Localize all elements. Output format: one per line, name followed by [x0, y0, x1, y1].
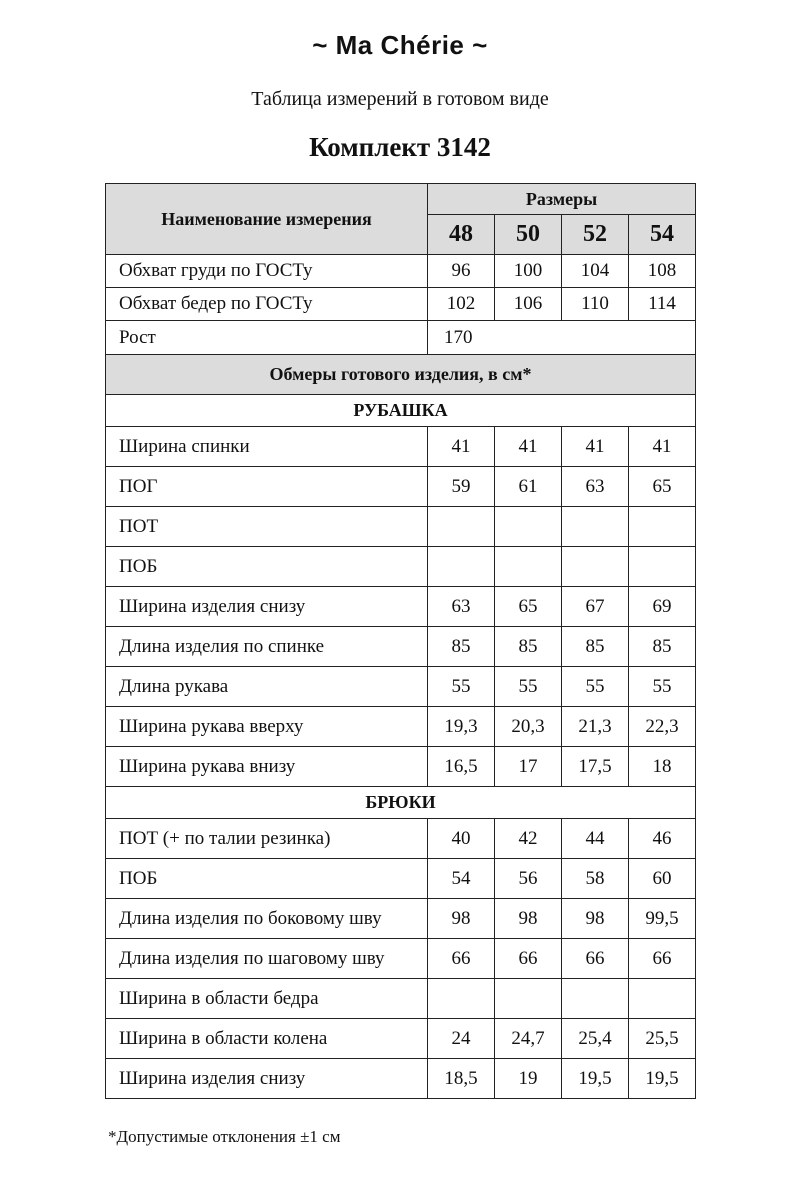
row-label: Длина изделия по спинке — [106, 627, 428, 667]
row-label: ПОБ — [106, 547, 428, 587]
cell-value: 18,5 — [428, 1059, 495, 1099]
cell-value: 102 — [428, 288, 495, 321]
trousers-title-row — [106, 787, 696, 819]
cell-value: 98 — [562, 899, 629, 939]
cell-value: 66 — [629, 939, 696, 979]
size-48: 48 — [428, 215, 495, 255]
sizes-header: Размеры — [428, 184, 696, 215]
cell-value: 114 — [629, 288, 696, 321]
table-row — [106, 587, 696, 627]
cell-value: 24 — [428, 1019, 495, 1059]
cell-value: 99,5 — [629, 899, 696, 939]
cell-value: 20,3 — [495, 707, 562, 747]
cell-value: 55 — [495, 667, 562, 707]
row-label: Длина изделия по шаговому шву — [106, 939, 428, 979]
table-row — [106, 288, 696, 321]
table-row — [106, 747, 696, 787]
cell-value: 44 — [562, 819, 629, 859]
cell-value: 55 — [428, 667, 495, 707]
row-label: Ширина в области колена — [106, 1019, 428, 1059]
row-label: Обхват бедер по ГОСТу — [106, 288, 428, 321]
cell-value: 66 — [495, 939, 562, 979]
size-50: 50 — [495, 215, 562, 255]
cell-value: 85 — [428, 627, 495, 667]
measurement-table — [105, 183, 696, 1099]
row-label: Ширина в области бедра — [106, 979, 428, 1019]
cell-value: 63 — [428, 587, 495, 627]
cell-value: 41 — [562, 427, 629, 467]
cell-value: 17 — [495, 747, 562, 787]
cell-value: 108 — [629, 255, 696, 288]
size-54: 54 — [629, 215, 696, 255]
table-row — [106, 1019, 696, 1059]
cell-value: 61 — [495, 467, 562, 507]
cell-value: 42 — [495, 819, 562, 859]
row-label: ПОТ (+ по талии резинка) — [106, 819, 428, 859]
cell-value: 55 — [562, 667, 629, 707]
row-label: Обхват груди по ГОСТу — [106, 255, 428, 288]
cell-value — [495, 979, 562, 1019]
cell-value: 98 — [495, 899, 562, 939]
cell-value: 54 — [428, 859, 495, 899]
cell-value: 16,5 — [428, 747, 495, 787]
row-label: ПОТ — [106, 507, 428, 547]
cell-value: 85 — [562, 627, 629, 667]
cell-value: 69 — [629, 587, 696, 627]
table-row — [106, 939, 696, 979]
table-row — [106, 1059, 696, 1099]
finished-measurements-header: Обмеры готового изделия, в см* — [106, 355, 696, 395]
row-label: Рост — [106, 321, 428, 355]
row-label: Длина изделия по боковому шву — [106, 899, 428, 939]
brand-title: ~ Ma Chérie ~ — [312, 30, 488, 60]
measure-name-header: Наименование измерения — [106, 184, 428, 255]
cell-value: 25,5 — [629, 1019, 696, 1059]
page-subtitle: Таблица измерений в готовом виде — [251, 88, 549, 110]
cell-value: 46 — [629, 819, 696, 859]
cell-value: 85 — [629, 627, 696, 667]
cell-value: 24,7 — [495, 1019, 562, 1059]
footnote: *Допустимые отклонения ±1 см — [108, 1127, 341, 1146]
cell-value: 110 — [562, 288, 629, 321]
cell-value: 40 — [428, 819, 495, 859]
cell-value — [629, 507, 696, 547]
cell-value: 41 — [495, 427, 562, 467]
table-row — [106, 707, 696, 747]
table-row — [106, 547, 696, 587]
cell-value: 98 — [428, 899, 495, 939]
cell-value — [629, 547, 696, 587]
cell-value: 22,3 — [629, 707, 696, 747]
cell-value: 19 — [495, 1059, 562, 1099]
cell-value: 58 — [562, 859, 629, 899]
cell-value — [629, 979, 696, 1019]
cell-value: 41 — [629, 427, 696, 467]
finished-header-row — [106, 355, 696, 395]
cell-value: 55 — [629, 667, 696, 707]
page-title: Комплект 3142 — [309, 132, 491, 162]
cell-value — [562, 979, 629, 1019]
table-row — [106, 667, 696, 707]
table-row — [106, 899, 696, 939]
shirt-section-title: РУБАШКА — [106, 395, 696, 427]
table-row — [106, 819, 696, 859]
cell-value: 19,5 — [629, 1059, 696, 1099]
cell-value: 66 — [562, 939, 629, 979]
cell-value: 59 — [428, 467, 495, 507]
cell-value: 106 — [495, 288, 562, 321]
row-label: Ширина изделия снизу — [106, 587, 428, 627]
cell-value: 25,4 — [562, 1019, 629, 1059]
cell-value — [562, 547, 629, 587]
cell-value — [428, 507, 495, 547]
cell-value: 60 — [629, 859, 696, 899]
cell-value: 67 — [562, 587, 629, 627]
table-row — [106, 255, 696, 288]
cell-value — [495, 547, 562, 587]
table-row — [106, 467, 696, 507]
table-row — [106, 859, 696, 899]
cell-value: 19,3 — [428, 707, 495, 747]
height-value: 170 — [428, 321, 696, 355]
table-row — [106, 427, 696, 467]
size-52: 52 — [562, 215, 629, 255]
row-label: ПОБ — [106, 859, 428, 899]
table-header-row — [106, 184, 696, 215]
cell-value — [562, 507, 629, 547]
table-row — [106, 627, 696, 667]
cell-value — [428, 547, 495, 587]
cell-value: 100 — [495, 255, 562, 288]
cell-value: 18 — [629, 747, 696, 787]
trousers-section-title: БРЮКИ — [106, 787, 696, 819]
cell-value: 96 — [428, 255, 495, 288]
cell-value: 19,5 — [562, 1059, 629, 1099]
cell-value: 104 — [562, 255, 629, 288]
row-label: Ширина рукава вверху — [106, 707, 428, 747]
cell-value: 65 — [629, 467, 696, 507]
row-label: Ширина спинки — [106, 427, 428, 467]
height-row — [106, 321, 696, 355]
cell-value: 56 — [495, 859, 562, 899]
cell-value: 65 — [495, 587, 562, 627]
table-row — [106, 507, 696, 547]
cell-value: 17,5 — [562, 747, 629, 787]
cell-value: 63 — [562, 467, 629, 507]
row-label: Ширина изделия снизу — [106, 1059, 428, 1099]
table-row — [106, 979, 696, 1019]
cell-value — [428, 979, 495, 1019]
row-label: Длина рукава — [106, 667, 428, 707]
cell-value — [495, 507, 562, 547]
cell-value: 41 — [428, 427, 495, 467]
shirt-title-row — [106, 395, 696, 427]
row-label: Ширина рукава внизу — [106, 747, 428, 787]
cell-value: 21,3 — [562, 707, 629, 747]
cell-value: 66 — [428, 939, 495, 979]
cell-value: 85 — [495, 627, 562, 667]
row-label: ПОГ — [106, 467, 428, 507]
